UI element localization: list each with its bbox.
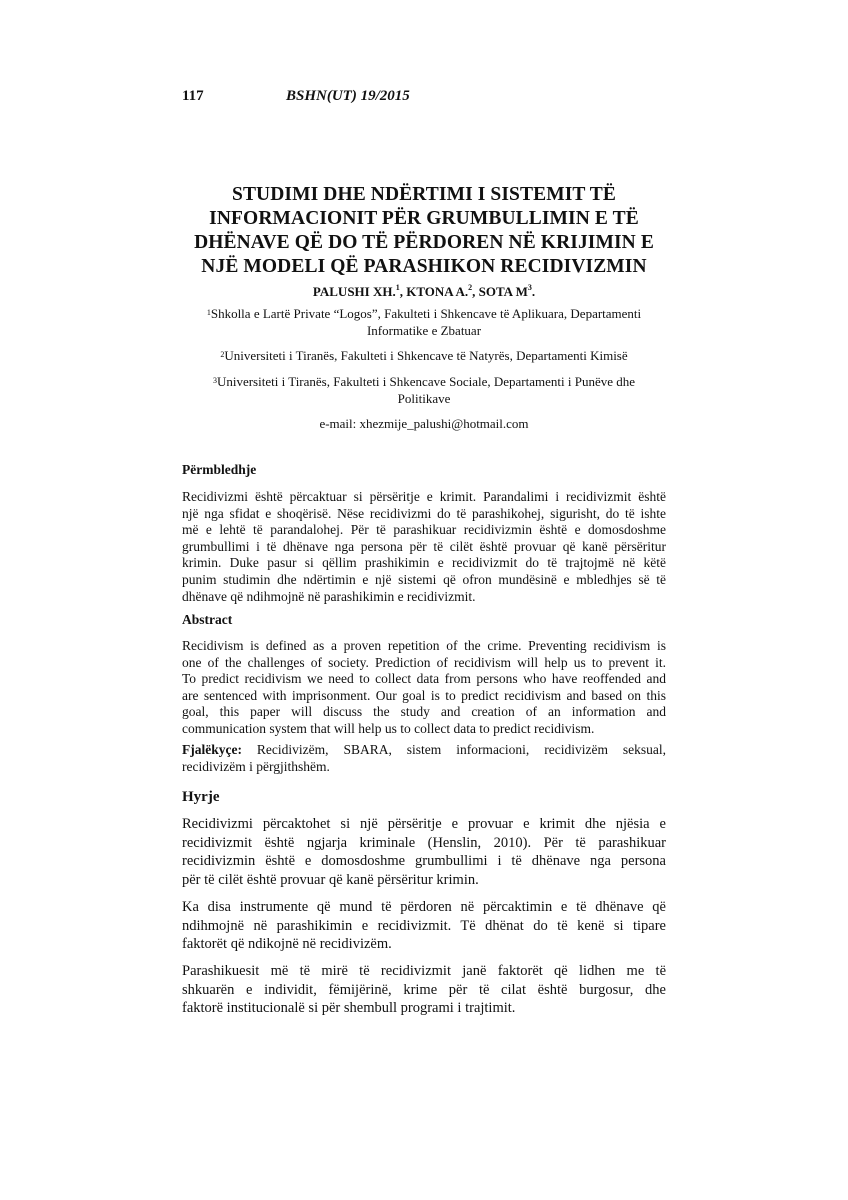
permbledhje-heading: Përmbledhje	[182, 462, 257, 477]
affiliation-text: Politikave	[397, 391, 451, 406]
keywords-block	[182, 742, 666, 775]
text-line: ndihmojnë në parashikimin e recidivizmit. Të dhënat do të kenë si tipare	[182, 917, 666, 934]
text-line: goal, this paper will discuss the study and creation of an information and	[182, 704, 666, 720]
affiliation-sup: 1	[206, 308, 211, 317]
text-line: grumbullimi i të dhënave nga persona për të cilët është provuar që kanë përsëritur	[182, 538, 666, 554]
author-name: , SOTA M	[472, 284, 528, 299]
page-number: 117	[182, 88, 204, 104]
affiliation-3	[182, 373, 666, 407]
text-line: faktorë institucionalë si për shembull programi i trajtimit.	[182, 1000, 516, 1016]
keywords-line	[182, 742, 666, 759]
text-line: are sentenced with imprisonment. Our goal is to predict recidivism and based on this	[182, 687, 666, 703]
author-name: , KTONA A.	[399, 284, 469, 299]
abstract-heading: Abstract	[182, 612, 233, 627]
title-line: NJË MODELI QË PARASHIKON RECIDIVIZMIN	[201, 256, 647, 277]
journal-name: BSHN(UT) 19/2015	[286, 88, 410, 104]
text-line: punim studimin dhe ndërtimin e një sistemi që ofron mundësinë e mbledhjes së të	[182, 571, 666, 587]
affiliation-text: Shkolla e Lartë Private “Logos”, Fakulteti i Shkencave të Aplikuara, Departamenti	[210, 306, 642, 321]
text-line: Recidivism is defined as a proven repetition of the crime. Preventing recidivism is	[182, 638, 666, 653]
text-line: Recidivizmi është përcaktuar si përsëritje e krimit. Parandalimi i recidivizmit është	[182, 489, 666, 504]
text-line: Ka disa instrumente që mund të përdoren në përcaktimin e të dhënave që	[182, 899, 666, 915]
affiliation-text: Informatike e Zbatuar	[366, 323, 482, 338]
affiliation-text: Universiteti i Tiranës, Fakulteti i Shkencave Sociale, Departamenti i Punëve dhe	[216, 374, 636, 389]
text-line: Parashikuesit më të mirë të recidivizmit janë faktorët që lidhen me të	[182, 963, 666, 979]
text-line: një nga sfidat e shoqërisë. Nëse recidivizmi do të parashikohej, sigurisht, do të ishte	[182, 505, 666, 521]
paper-title	[182, 183, 666, 279]
author-list-end: .	[531, 284, 536, 299]
abstract-body	[182, 638, 666, 738]
text-line: To predict recidivism we need to collect data from persons who have reoffended and	[182, 671, 666, 687]
affiliation-2	[182, 347, 666, 364]
text-line: recidivizmit është ngjarja kriminale (Henslin, 2010). Për të parashikuar	[182, 834, 666, 851]
title-line: DHËNAVE QË DO TË PËRDOREN NË KRIJIMIN E	[194, 232, 654, 253]
title-line: STUDIMI DHE NDËRTIMI I SISTEMIT TË	[232, 184, 616, 205]
contact-email: e-mail: xhezmije_palushi@hotmail.com	[319, 416, 529, 431]
affiliation-sup: 2	[220, 350, 225, 359]
keywords-label: Fjalëkyçe:	[182, 742, 242, 757]
hyrje-paragraph-3	[182, 962, 666, 1018]
author-name: PALUSHI XH.	[312, 284, 396, 299]
text-line: krimin. Duke pasur si qëllim prashikimin e recidivizmit do të trajtojmë në këtë	[182, 555, 666, 571]
hyrje-heading: Hyrje	[182, 789, 220, 805]
hyrje-paragraph-2	[182, 898, 666, 954]
text-line: communication system that will help us to collect data to predict recidivism.	[182, 720, 595, 736]
affiliation-text: Universiteti i Tiranës, Fakulteti i Shkencave të Natyrës, Departamenti Kimisë	[224, 348, 628, 363]
keywords-line: recidivizëm i përgjithshëm.	[182, 758, 330, 774]
title-line: INFORMACIONIT PËR GRUMBULLIMIN E TË	[209, 208, 639, 229]
author-affil-sup: 1	[395, 283, 400, 292]
keywords-text: Recidivizëm, SBARA, sistem informacioni, recidivizëm seksual,	[241, 742, 666, 757]
affiliation-sup: 3	[212, 376, 217, 385]
text-line: shkuarën e individit, fëmijërinë, krime për të cilat është burgosur, dhe	[182, 981, 666, 998]
text-line: më e lehtë të parandalohej. Për të parashikuar recidivizmin është e domosdoshme	[182, 522, 666, 538]
text-line: për të cilët është provuar që kanë përsëritur krimin.	[182, 871, 479, 888]
text-line: dhënave që ndihmojnë në parashikimin e recidivizmit.	[182, 588, 476, 604]
text-line: Recidivizmi përcaktohet si një përsëritje e provuar e krimit dhe njësia e	[182, 816, 666, 832]
author-affil-sup: 3	[527, 283, 532, 292]
hyrje-paragraph-1	[182, 815, 666, 889]
text-line: recidivizmin është e domosdoshme grumbullimi i të dhënave nga persona	[182, 853, 666, 869]
permbledhje-body	[182, 489, 666, 605]
text-line: one of the challenges of society. Prediction of recidivism will help us to prevent it.	[182, 654, 666, 670]
text-line: faktorët që ndikojnë në recidivizëm.	[182, 936, 392, 952]
author-list	[182, 284, 666, 300]
affiliation-1	[182, 305, 666, 339]
author-affil-sup: 2	[468, 283, 473, 292]
